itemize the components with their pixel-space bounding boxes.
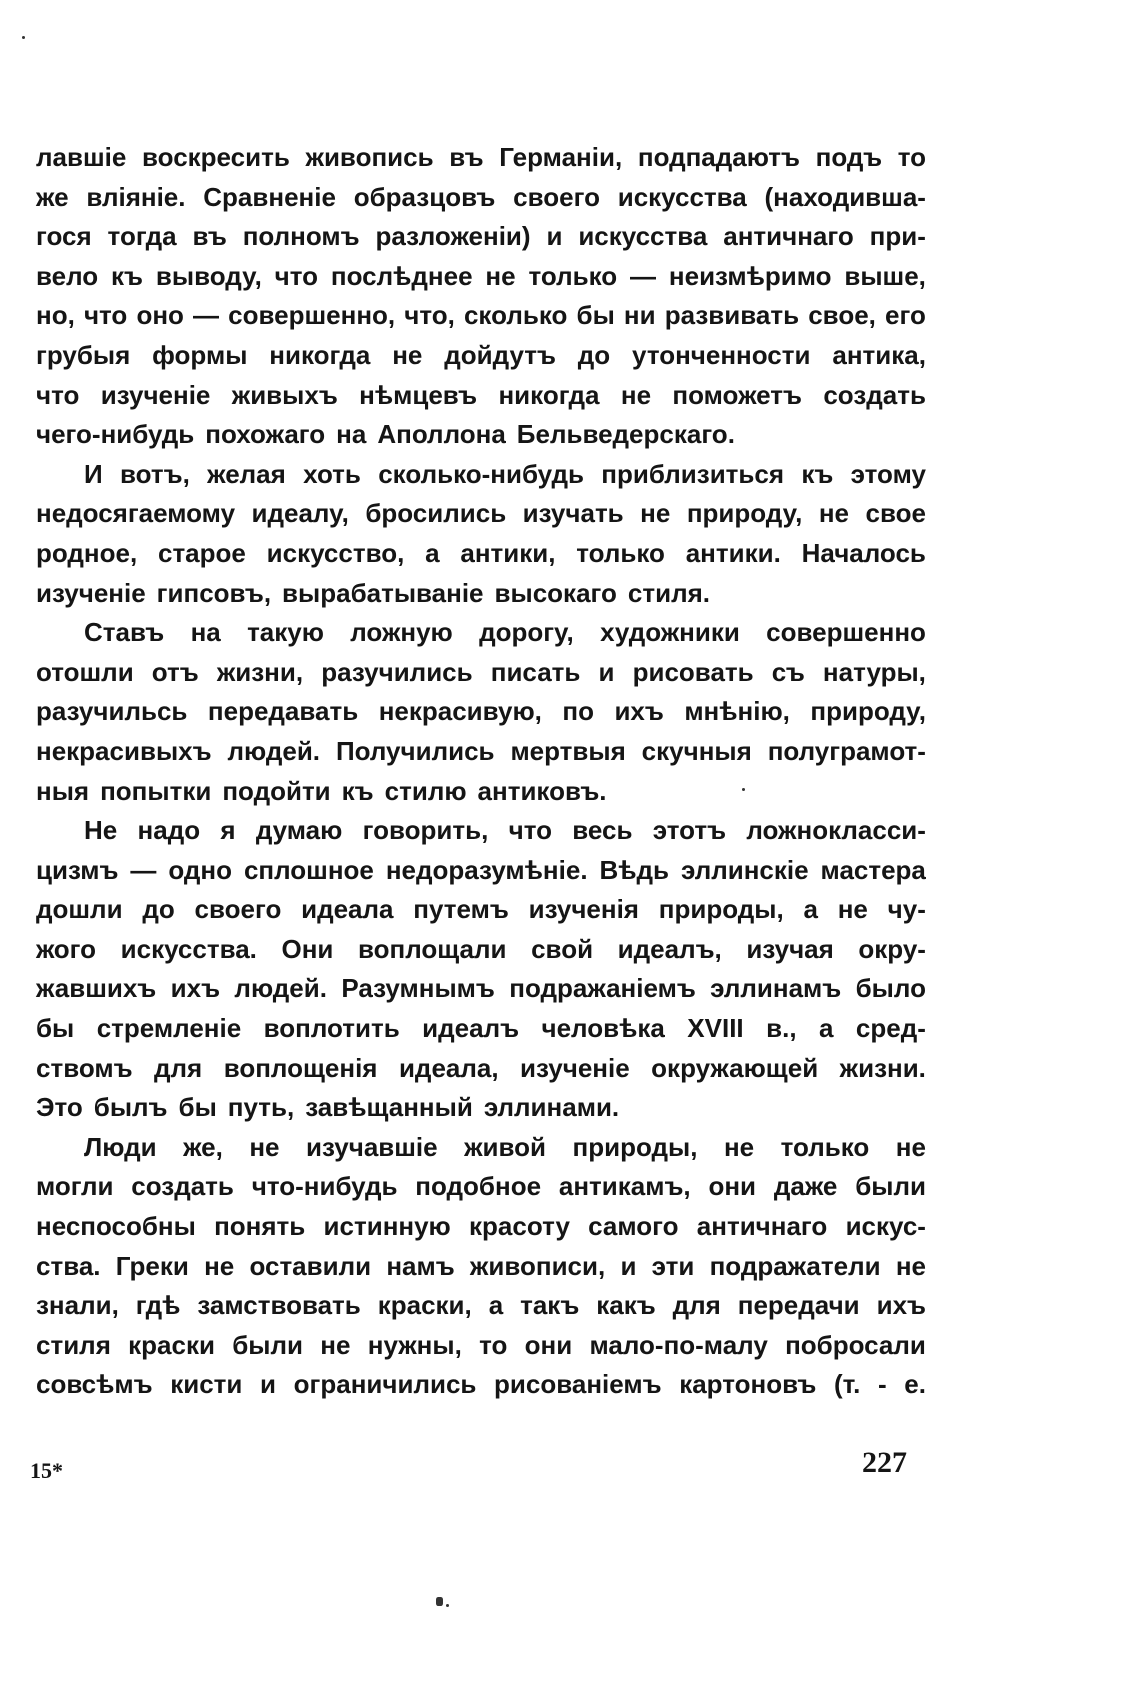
word: воскресить (142, 142, 290, 172)
word: Сравненіе (203, 181, 336, 212)
page-number: 227 (862, 1446, 907, 1479)
text-line (36, 376, 926, 416)
word: были (855, 1171, 926, 1202)
word: ихъ (170, 973, 221, 1004)
text-line (36, 138, 926, 178)
word: и (598, 656, 615, 687)
word: скучныя (641, 735, 752, 766)
word: (т. (834, 1369, 861, 1400)
word: Аполлона (377, 419, 506, 450)
word: рисовать (632, 656, 754, 687)
word: ихъ (876, 1290, 926, 1321)
word: идеала, (398, 1052, 499, 1083)
word: Это (36, 1092, 83, 1123)
word: никогда (498, 379, 600, 410)
text-line (36, 851, 926, 891)
word: вліяніе. (86, 181, 186, 212)
word: эллинамъ (710, 973, 842, 1004)
word: Началось (801, 537, 926, 568)
word: изученіе (100, 379, 211, 410)
word: ства. (36, 1250, 101, 1281)
word: подпадаютъ (637, 142, 800, 172)
word: и (620, 1250, 637, 1281)
word: родное, (36, 537, 138, 568)
text-line (36, 217, 926, 257)
word: свой (531, 933, 594, 964)
word: кисти (170, 1369, 243, 1400)
text-line (36, 296, 926, 336)
word: идеалъ (422, 1013, 520, 1044)
word: тогда (107, 221, 177, 252)
word: и (260, 1369, 277, 1400)
word: нѣмцевъ (359, 379, 478, 410)
text-line (36, 653, 926, 693)
word: краски (128, 1329, 215, 1360)
word: дойдутъ (444, 339, 556, 370)
word: красоту (469, 1211, 570, 1242)
word: — (630, 260, 657, 291)
word: окру- (858, 933, 926, 964)
word: античнаго (723, 221, 854, 252)
word: но, (36, 300, 75, 331)
word: — (193, 300, 220, 331)
word: путемъ (413, 894, 509, 925)
word: къ (801, 458, 834, 489)
word: свое (865, 498, 926, 529)
word: самого (588, 1211, 679, 1242)
word: а (425, 537, 440, 568)
word: формы (152, 339, 248, 370)
word: истинную (323, 1211, 451, 1242)
word: отъ (151, 656, 199, 687)
word: этому (850, 458, 926, 489)
word: в., (766, 1013, 797, 1044)
word: гипсовъ, (156, 577, 272, 608)
word: жизни. (839, 1052, 926, 1083)
word: думаю (255, 815, 343, 846)
word: идеала (301, 894, 394, 925)
word: подражаніемъ (509, 973, 696, 1004)
word: дошли (36, 894, 123, 925)
word: живой (464, 1131, 547, 1162)
word: Германіи, (499, 142, 623, 172)
body-text (36, 138, 926, 1405)
word: до (577, 339, 611, 370)
word: бросились (365, 498, 507, 529)
word: не (723, 1131, 755, 1162)
word: весь (572, 815, 633, 846)
word: природы, (572, 1131, 698, 1162)
word: не (485, 260, 516, 291)
word: выводу, (155, 260, 262, 291)
word: что (508, 815, 552, 846)
word: ныя (36, 775, 90, 806)
word: не (620, 379, 652, 410)
word: путь, (227, 1092, 295, 1123)
word: совсѣмъ (36, 1369, 153, 1400)
word: подражатели (709, 1250, 881, 1281)
text-line (36, 969, 926, 1009)
word: разучились (321, 656, 473, 687)
word: и (546, 221, 563, 252)
word: то (897, 142, 926, 172)
word: неизмѣримо (668, 260, 832, 291)
text-line (36, 1049, 926, 1089)
text-line (36, 1128, 926, 1168)
word: живопись (305, 142, 434, 172)
word: передачи (737, 1290, 860, 1321)
text-line (36, 1247, 926, 1287)
word: дорогу, (479, 617, 574, 648)
word: могли (36, 1171, 114, 1202)
word: не (204, 1250, 235, 1281)
word: лавшіе (36, 142, 127, 172)
word: что, (404, 300, 455, 331)
word: оставили (249, 1250, 372, 1281)
word: чу- (887, 894, 926, 925)
word: не (249, 1131, 280, 1162)
text-line (36, 811, 926, 851)
word: что-нибудь (251, 1171, 398, 1202)
word: хоть (303, 458, 361, 489)
word: сред- (855, 1013, 926, 1044)
word: картоновъ (679, 1369, 817, 1400)
word: людей. (227, 735, 321, 766)
word: некрасивую, (378, 696, 542, 727)
word: поможетъ (672, 379, 802, 410)
text-line (36, 178, 926, 218)
word: искусства. (120, 933, 257, 964)
word: стилю (384, 775, 467, 806)
word: бы (178, 1092, 217, 1123)
word: мнѣнію, (684, 696, 790, 727)
word: воплощали (358, 933, 507, 964)
word: по (562, 696, 594, 727)
text-line (36, 613, 926, 653)
word: (находивша- (764, 181, 926, 212)
word: недоразумѣніе. (385, 854, 588, 885)
word: гося (36, 221, 92, 252)
word: стиля. (627, 577, 710, 608)
word: разложеніи) (375, 221, 531, 252)
word: одно (168, 854, 232, 885)
text-line (36, 930, 926, 970)
word: антики, (460, 537, 556, 568)
word: подобное (415, 1171, 542, 1202)
word: разучильсь (36, 696, 188, 727)
word: только (576, 537, 665, 568)
word: этотъ (652, 815, 727, 846)
word: подойти (222, 775, 331, 806)
word: искусства (617, 181, 747, 212)
word: недосягаемому (36, 498, 236, 529)
text-line (36, 257, 926, 297)
text-line (36, 455, 926, 495)
text-line (36, 772, 926, 812)
word: натуры, (822, 656, 926, 687)
word: были (232, 1329, 304, 1360)
text-line (36, 574, 926, 614)
word: е. (904, 1369, 926, 1400)
word: а (488, 1290, 504, 1321)
word: неспособны (36, 1211, 196, 1242)
word: стиля (36, 1329, 111, 1360)
word: воплощенія (223, 1052, 378, 1083)
word: они (524, 1329, 573, 1360)
word: жизни, (216, 656, 304, 687)
word: такую (247, 617, 324, 648)
word: я (220, 815, 236, 846)
word: на (190, 617, 221, 648)
word: для (672, 1290, 721, 1321)
text-line (36, 1207, 926, 1247)
word: живописи, (469, 1250, 606, 1281)
word: И (84, 458, 103, 489)
word: не (640, 498, 671, 529)
word: антиковъ. (477, 775, 607, 806)
word: желая (207, 458, 286, 489)
word: замствовать (197, 1290, 361, 1321)
word: искусство, (266, 537, 405, 568)
word: то (479, 1329, 508, 1360)
word: а (819, 1013, 834, 1044)
word: краски, (377, 1290, 472, 1321)
word: людей. (234, 973, 327, 1004)
word: писать (490, 656, 581, 687)
word: — (130, 854, 157, 885)
word: не (392, 339, 423, 370)
word: не (837, 894, 868, 925)
word: природу, (810, 696, 926, 727)
word: похожаго (205, 419, 326, 450)
word: создать (823, 379, 926, 410)
word: что (36, 379, 80, 410)
word: совершенно (766, 617, 926, 648)
word: художники (600, 617, 740, 648)
word: только (528, 260, 618, 291)
text-line (36, 1088, 926, 1128)
word: воплотить (263, 1013, 400, 1044)
word: утонченности (632, 339, 811, 370)
word: полуграмот- (767, 735, 926, 766)
word: вырабатываніе (282, 577, 484, 608)
word: гдѣ (135, 1290, 181, 1321)
word: ни (623, 300, 656, 331)
word: жавшихъ (36, 973, 157, 1004)
word: они (708, 1171, 757, 1202)
word: вотъ, (120, 458, 190, 489)
word: античнаго (696, 1211, 828, 1242)
word: изученіе (36, 577, 146, 608)
word: говорить, (362, 815, 489, 846)
word: вело (36, 260, 99, 291)
text-line (36, 336, 926, 376)
word: природу, (686, 498, 803, 529)
word: не (320, 1329, 351, 1360)
word: завѣщанный (305, 1092, 473, 1123)
word: искусства (578, 221, 708, 252)
word: антики. (685, 537, 781, 568)
text-line (36, 1286, 926, 1326)
word: его (885, 300, 926, 331)
print-speck (22, 36, 25, 39)
word: антика, (832, 339, 926, 370)
word: оно (136, 300, 184, 331)
word: что (274, 260, 319, 291)
word: XVIII (687, 1013, 744, 1044)
word: же (36, 181, 69, 212)
word: эллинами. (483, 1092, 620, 1123)
word: сплошное (243, 854, 374, 885)
word: создать (131, 1171, 234, 1202)
word: Бельведерскаго. (516, 419, 735, 450)
word: такъ (520, 1290, 580, 1321)
word: цизмъ (36, 854, 119, 885)
word: рисованіемъ (494, 1369, 662, 1400)
word: эллинскіе (681, 854, 809, 885)
word: какъ (596, 1290, 656, 1321)
word: своего (194, 894, 282, 925)
text-line (36, 1365, 926, 1405)
word: некрасивыхъ (36, 735, 212, 766)
word: попытки (100, 775, 212, 806)
word: былъ (93, 1092, 168, 1123)
word: изучать (522, 498, 624, 529)
word: на (336, 419, 367, 450)
word: для (154, 1052, 203, 1083)
word: мертвыя (510, 735, 626, 766)
word: грубыя (36, 339, 131, 370)
text-line (36, 534, 926, 574)
word: надо (137, 815, 201, 846)
word: совершенно, (228, 300, 396, 331)
word: съ (771, 656, 805, 687)
word: идеалу, (251, 498, 349, 529)
word: старое (157, 537, 246, 568)
word: ложную (350, 617, 453, 648)
word: ложнокласси- (746, 815, 926, 846)
word: искус- (845, 1211, 926, 1242)
text-line (36, 1009, 926, 1049)
word: только (780, 1131, 870, 1162)
word: до (142, 894, 175, 925)
word: человѣка (541, 1013, 665, 1044)
word: выше, (844, 260, 926, 291)
word: же, (183, 1131, 223, 1162)
word: высокаго (494, 577, 617, 608)
word: а (803, 894, 818, 925)
word: приблизиться (601, 458, 785, 489)
word: мало-по-малу (589, 1329, 768, 1360)
word: развивать (664, 300, 800, 331)
print-speck (446, 1604, 449, 1607)
word: отошли (36, 656, 134, 687)
text-line (36, 494, 926, 534)
text-line (36, 415, 926, 455)
word: даже (773, 1171, 838, 1202)
word: не (895, 1250, 926, 1281)
word: своего (513, 181, 600, 212)
word: Разумнымъ (341, 973, 495, 1004)
word: изучая (746, 933, 834, 964)
word: передавать (207, 696, 359, 727)
word: никогда (269, 339, 371, 370)
word: жого (36, 933, 97, 964)
word: подъ (815, 142, 883, 172)
word: Вѣдь (599, 854, 670, 885)
word: не (818, 498, 850, 529)
word: послѣднее (330, 260, 473, 291)
word: понять (214, 1211, 306, 1242)
word: при- (869, 221, 926, 252)
text-line (36, 732, 926, 772)
word: намъ (386, 1250, 455, 1281)
text-line (36, 1326, 926, 1366)
word: - (877, 1369, 887, 1400)
word: ограничились (293, 1369, 477, 1400)
word: живыхъ (231, 379, 338, 410)
word: ихъ (614, 696, 664, 727)
word: въ (192, 221, 227, 252)
word: знали, (36, 1290, 119, 1321)
word: стремленіе (96, 1013, 242, 1044)
word: Не (84, 815, 118, 846)
word: было (855, 973, 926, 1004)
print-speck (742, 788, 745, 791)
word: къ (111, 260, 143, 291)
word: чего-нибудь (36, 419, 195, 450)
word: полномъ (242, 221, 360, 252)
word: бы (36, 1013, 75, 1044)
word: антикамъ, (558, 1171, 691, 1202)
text-line (36, 692, 926, 732)
word: изученія (528, 894, 639, 925)
print-speck (436, 1597, 443, 1606)
word: сколько (463, 300, 568, 331)
text-line (36, 890, 926, 930)
word: побросали (785, 1329, 926, 1360)
word: идеалъ, (617, 933, 722, 964)
word: Греки (115, 1250, 189, 1281)
word: нужны, (367, 1329, 462, 1360)
word: ствомъ (36, 1052, 133, 1083)
word: сколько-нибудь (378, 458, 584, 489)
word: изученіе (520, 1052, 630, 1083)
word: свое, (808, 300, 876, 331)
word: Ставъ (84, 617, 165, 648)
word: образцовъ (353, 181, 496, 212)
word: что (83, 300, 128, 331)
word: изучавшіе (306, 1131, 438, 1162)
word: Получились (335, 735, 495, 766)
word: къ (341, 775, 374, 806)
word: Люди (84, 1131, 157, 1162)
word: въ (449, 142, 484, 172)
word: окружающей (651, 1052, 819, 1083)
signature-mark: 15* (30, 1458, 63, 1483)
word: Они (281, 933, 334, 964)
word: не (895, 1131, 926, 1162)
word: эти (651, 1250, 695, 1281)
word: бы (576, 300, 615, 331)
word: мастера (820, 854, 926, 885)
word: природы, (658, 894, 784, 925)
text-line (36, 1167, 926, 1207)
